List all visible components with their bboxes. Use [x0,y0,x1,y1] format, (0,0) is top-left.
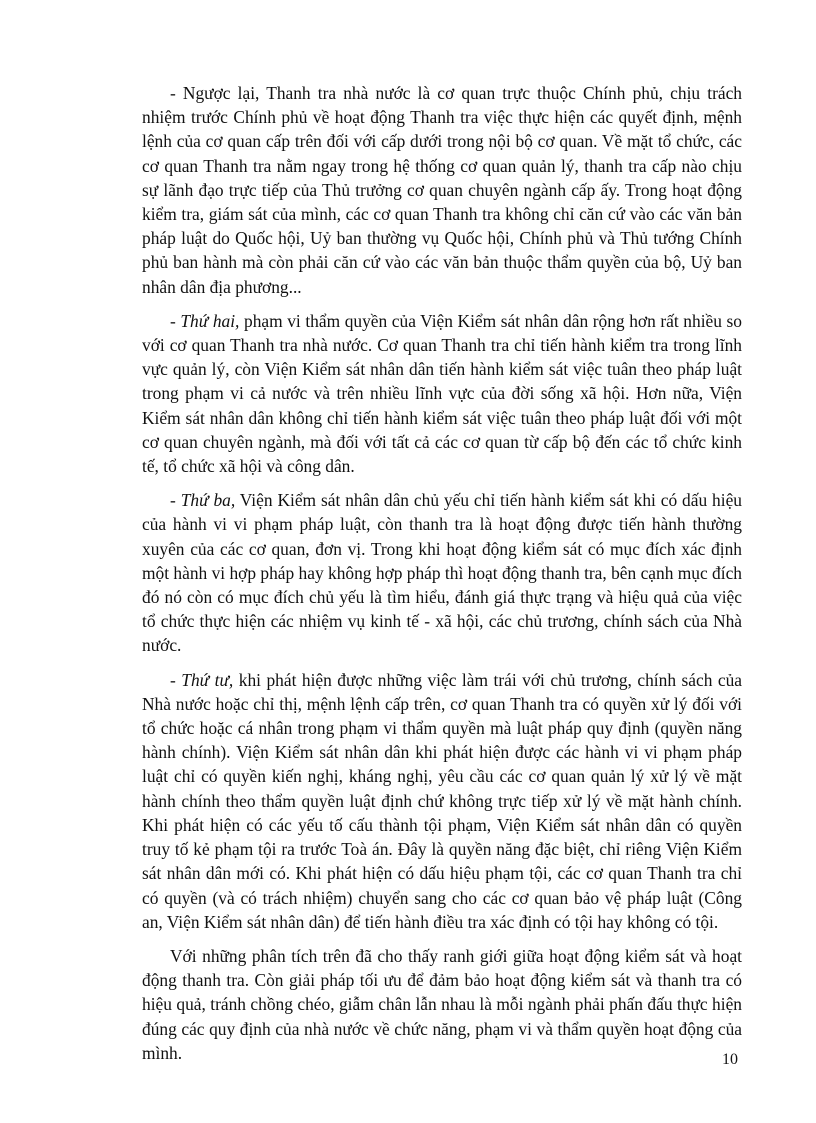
paragraph-4 [142,668,742,934]
paragraph-text: phạm vi thẩm quyền của Viện Kiểm sát nhân dân rộng hơn rất nhiều so với cơ quan Thanh tra nhà nước. Cơ quan Thanh tra chỉ tiến hành kiểm tra trong lĩnh vực quản lý, còn Viện Kiểm sát nhân dân tiến hành kiểm sát việc tuân theo pháp luật trong phạm vi cả nước và trên nhiều lĩnh vực của đời sống xã hội. Hơn nữa, Viện Kiểm sát nhân dân không chỉ tiến hành kiểm sát việc tuân theo pháp luật đối với một cơ quan chuyên ngành, mà đối với tất cả các cơ quan từ cấp bộ đến các tổ chức kinh tế, tổ chức xã hội và công dân. [142,310,742,477]
paragraph-lead: Thứ ba, [180,490,236,511]
paragraph-2 [142,309,742,478]
paragraph-lead: Thứ tư, [181,669,234,690]
paragraph-text: Viện Kiểm sát nhân dân chủ yếu chỉ tiến hành kiểm sát khi có dấu hiệu của hành vi vi phạm pháp luật, còn thanh tra là hoạt động được tiến hành thường xuyên của các cơ quan, đơn vị. Trong khi hoạt động kiểm sát có mục đích xác định một hành vi hợp pháp hay không hợp pháp thì hoạt động thanh tra, bên cạnh mục đích đó nó còn có mục đích chủ yếu là tìm hiểu, đánh giá thực trạng và hiệu quả của việc tổ chức thực hiện các nhiệm vụ kinh tế - xã hội, các chủ trương, chính sách của Nhà nước. [142,490,742,656]
paragraph-prefix: - [170,490,181,511]
paragraph-text: khi phát hiện được những việc làm trái với chủ trương, chính sách của Nhà nước hoặc chỉ thị, mệnh lệnh cấp trên, cơ quan Thanh tra có quyền xử lý đối với tổ chức hoặc cá nhân trong phạm vi thẩm quyền mà luật pháp quy định (quyền năng hành chính). Viện Kiểm sát nhân dân khi phát hiện được các hành vi vi phạm pháp luật chỉ có quyền kiến nghị, kháng nghị, yêu cầu các cơ quan quản lý xử lý về mặt hành chính theo thẩm quyền luật định chứ không trực tiếp xử lý về mặt hành chính. Khi phát hiện có các yếu tố cấu thành tội phạm, Viện Kiểm sát nhân dân có quyền truy tố kẻ phạm tội ra trước Toà án. Đây là quyền năng đặc biệt, chỉ riêng Viện Kiểm sát nhân dân mới có. Khi phát hiện có dấu hiệu phạm tội, các cơ quan Thanh tra chỉ có quyền (và có trách nhiệm) chuyển sang cho các cơ quan bảo vệ pháp luật (Công an, Viện Kiểm sát nhân dân) để tiến hành điều tra xác định có tội hay không có tội. [142,669,743,932]
paragraph-prefix: - [170,83,183,103]
paragraph-3 [142,488,742,657]
document-body [142,81,742,1075]
paragraph-lead: Thứ hai, [180,310,240,331]
paragraph-1 [142,81,742,299]
paragraph-prefix: - [170,310,181,331]
page-number: 10 [722,1051,738,1068]
paragraph-5 [142,944,742,1065]
paragraph-prefix: - [170,669,182,690]
paragraph-text: Ngược lại, Thanh tra nhà nước là cơ quan trực thuộc Chính phủ, chịu trách nhiệm trước Chính phủ về hoạt động Thanh tra việc thực hiện các quyết định, mệnh lệnh của cơ quan cấp trên đối với cấp dưới trong nội bộ cơ quan. Về mặt tổ chức, các cơ quan Thanh tra nằm ngay trong hệ thống cơ quan quản lý, thanh tra cấp nào chịu sự lãnh đạo trực tiếp của Thủ trưởng cơ quan chuyên ngành cấp ấy. Trong hoạt động kiểm tra, giám sát của mình, các cơ quan Thanh tra không chỉ căn cứ vào các văn bản pháp luật do Quốc hội, Uỷ ban thường vụ Quốc hội, Chính phủ và Thủ tướng Chính phủ ban hành mà còn phải căn cứ vào các văn bản thuộc thẩm quyền của bộ, Uỷ ban nhân dân địa phương... [142,83,742,297]
paragraph-text: Với những phân tích trên đã cho thấy ranh giới giữa hoạt động kiểm sát và hoạt động thanh tra. Còn giải pháp tối ưu để đảm bảo hoạt động kiểm sát và thanh tra có hiệu quả, tránh chồng chéo, giẫm chân lẫn nhau là mỗi ngành phải phấn đấu thực hiện đúng các quy định của nhà nước về chức năng, phạm vi và thẩm quyền hoạt động của mình. [142,945,742,1063]
